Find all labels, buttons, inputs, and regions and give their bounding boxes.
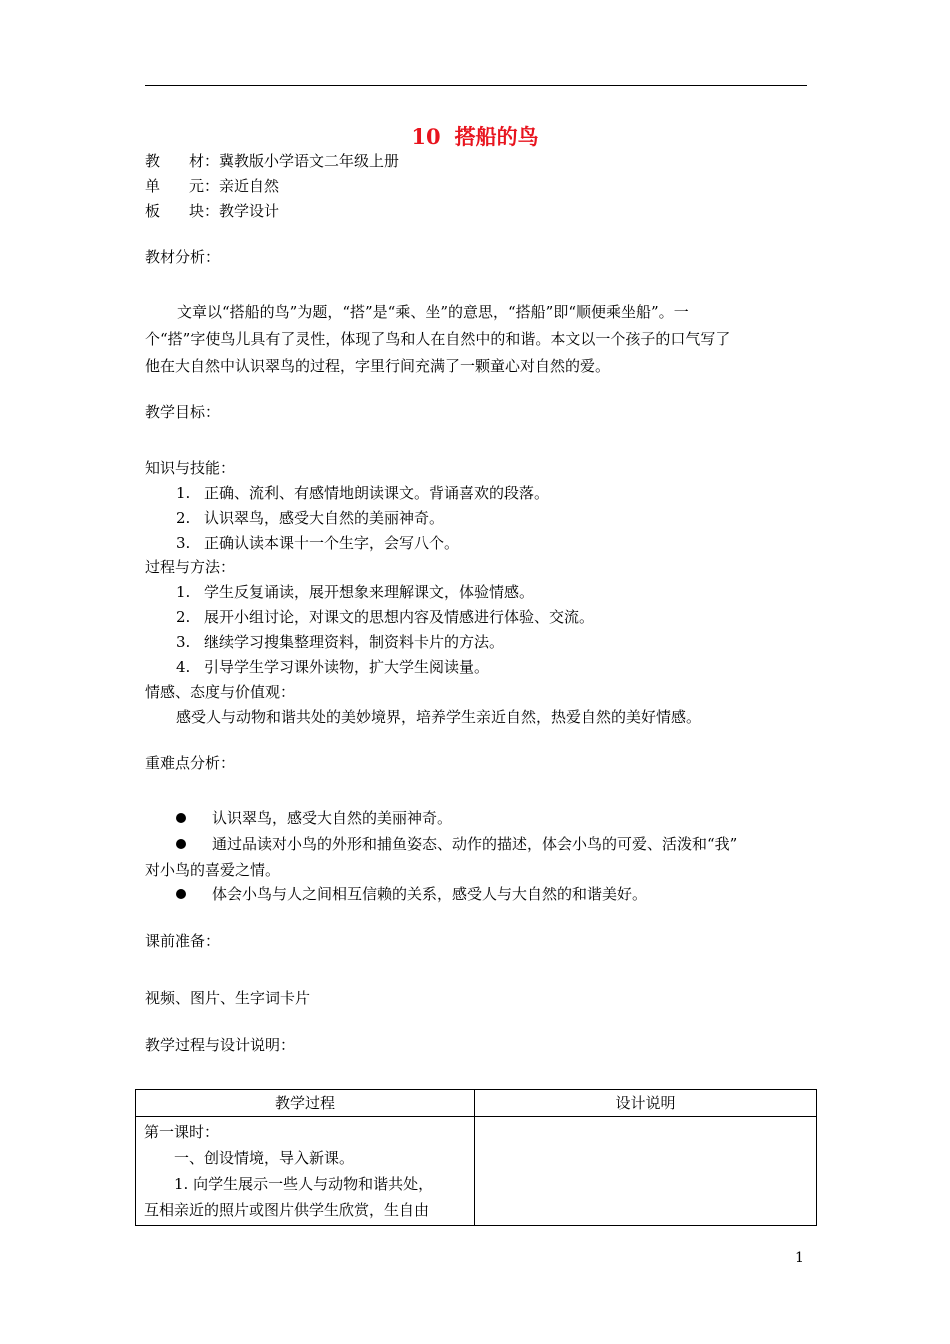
cell-line: 1. 向学生展示一些人与动物和谐共处， bbox=[174, 1175, 434, 1193]
process-table bbox=[135, 1089, 817, 1226]
bullet-icon bbox=[176, 809, 190, 823]
bullet-icon bbox=[176, 835, 190, 849]
page-number: 1 bbox=[795, 1250, 804, 1266]
analysis-line-2: 个“搭”字使鸟儿具有了灵性，体现了鸟和人在自然中的和谐。本文以一个孩子的口气写了 bbox=[145, 330, 731, 348]
cell-line: 第一课时： bbox=[144, 1123, 220, 1141]
knowledge-item: 3. 正确认读本课十一个生字，会写八个。 bbox=[176, 534, 460, 552]
knowledge-item: 2. 认识翠鸟，感受大自然的美丽神奇。 bbox=[176, 509, 445, 527]
table-row bbox=[136, 1117, 817, 1226]
document-title bbox=[0, 124, 950, 150]
table-cell-process bbox=[136, 1117, 475, 1226]
table-cell-design bbox=[475, 1117, 817, 1226]
keypoints-heading: 重难点分析： bbox=[145, 754, 236, 772]
keypoint-2-line-2: 对小鸟的喜爱之情。 bbox=[145, 861, 281, 879]
analysis-line-1: 文章以“搭船的鸟”为题，“搭”是“乘、坐”的意思，“搭船”即“顺便乘坐船”。一 bbox=[177, 303, 689, 321]
keypoint-1: 认识翠鸟，感受大自然的美丽神奇。 bbox=[212, 809, 453, 827]
keypoint-3: 体会小鸟与人之间相互信赖的关系，感受人与大自然的和谐美好。 bbox=[212, 885, 648, 903]
emotion-heading: 情感、态度与价值观： bbox=[145, 683, 296, 701]
header-rule bbox=[145, 85, 807, 86]
meta-unit: 单 元：亲近自然 bbox=[145, 177, 280, 195]
table-header-process: 教学过程 bbox=[136, 1090, 475, 1117]
goals-heading: 教学目标： bbox=[145, 403, 221, 421]
process-item: 1. 学生反复诵读，展开想象来理解课文，体验情感。 bbox=[176, 583, 535, 601]
lesson-number: 10 bbox=[411, 124, 441, 149]
process-item: 3. 继续学习搜集整理资料，制资料卡片的方法。 bbox=[176, 633, 505, 651]
table-header-row bbox=[136, 1090, 817, 1117]
teaching-process-heading: 教学过程与设计说明： bbox=[145, 1036, 296, 1054]
meta-section: 板 块：教学设计 bbox=[145, 202, 280, 220]
cell-line: 一、创设情境，导入新课。 bbox=[174, 1149, 355, 1167]
analysis-heading: 教材分析： bbox=[145, 248, 221, 266]
analysis-line-3: 他在大自然中认识翠鸟的过程，字里行间充满了一颗童心对自然的爱。 bbox=[145, 357, 611, 375]
lesson-title: 搭船的鸟 bbox=[454, 124, 539, 149]
meta-textbook: 教 材：冀教版小学语文二年级上册 bbox=[145, 152, 400, 170]
prep-text: 视频、图片、生字词卡片 bbox=[145, 989, 311, 1007]
process-item: 2. 展开小组讨论，对课文的思想内容及情感进行体验、交流。 bbox=[176, 608, 595, 626]
prep-heading: 课前准备： bbox=[145, 932, 221, 950]
keypoint-2-line-1: 通过品读对小鸟的外形和捕鱼姿态、动作的描述，体会小鸟的可爱、活泼和“我” bbox=[212, 835, 738, 853]
cell-line: 互相亲近的照片或图片供学生欣赏，生自由 bbox=[144, 1201, 430, 1219]
emotion-text: 感受人与动物和谐共处的美妙境界，培养学生亲近自然，热爱自然的美好情感。 bbox=[176, 708, 702, 726]
process-item: 4. 引导学生学习课外读物，扩大学生阅读量。 bbox=[176, 658, 490, 676]
bullet-icon bbox=[176, 885, 190, 899]
table-header-design: 设计说明 bbox=[475, 1090, 817, 1117]
knowledge-heading: 知识与技能： bbox=[145, 459, 236, 477]
knowledge-item: 1. 正确、流利、有感情地朗读课文。背诵喜欢的段落。 bbox=[176, 484, 550, 502]
process-heading: 过程与方法： bbox=[145, 558, 236, 576]
